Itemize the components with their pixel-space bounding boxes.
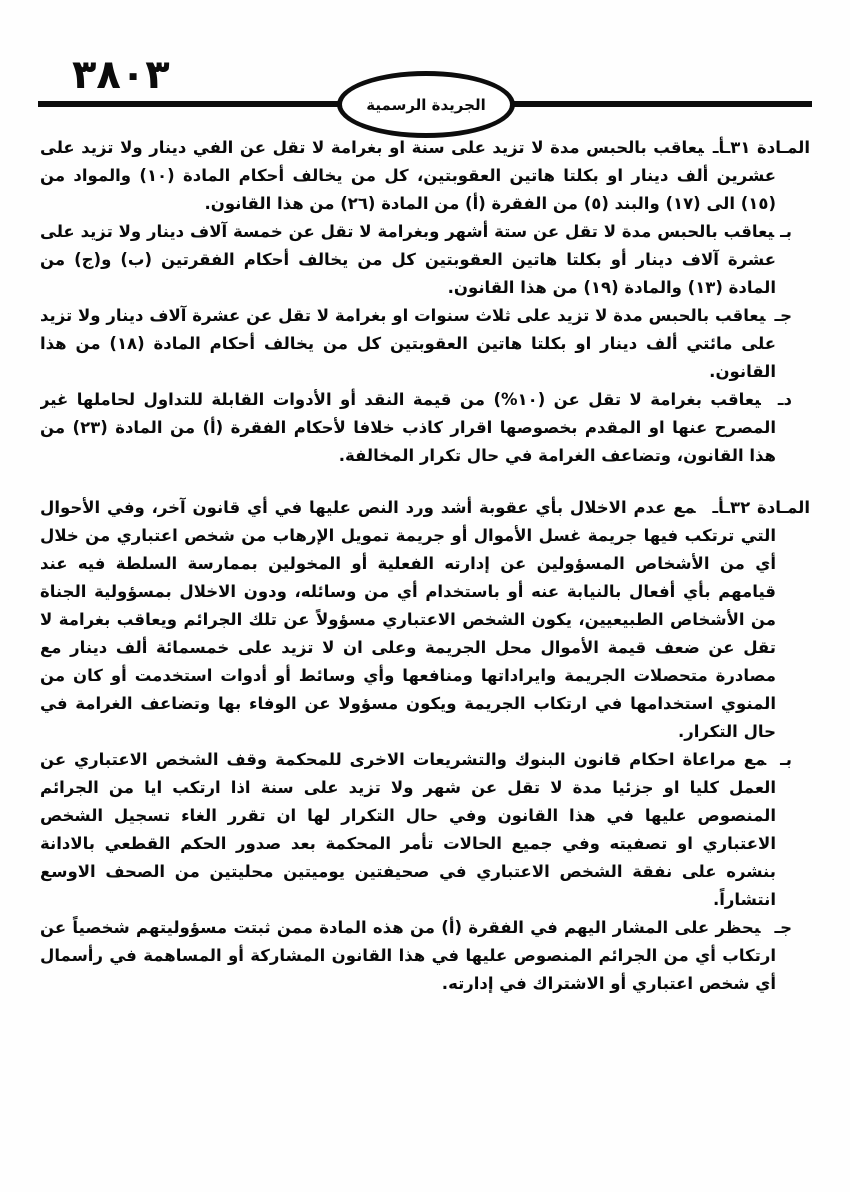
article-31-paragraph-a <box>40 134 810 218</box>
article-31-text-b: يعاقب بالحبس مدة لا تقل عن ستة أشهر وبغرامة لا تقل عن خمسة آلاف دينار ولا تزيد على عشرة آلاف دينار أو بكلتا هاتين العقوبتين كل من يخالف أحكام الفقرتين (ب) و(ج) من المادة (١٣) والمادة (١٩) من هذا القانون. <box>40 222 776 297</box>
article-31-text-c: يعاقب بالحبس مدة لا تزيد على ثلاث سنوات او بغرامة لا تقل عن عشرة آلاف دينار ولا تزيد على مائتي ألف دينار او بكلتا هاتين العقوبتين كل من يخالف أحكام المادة (١٨) من هذا القانون. <box>40 306 776 381</box>
article-31-marker-b: بـ <box>780 222 792 241</box>
gazette-badge-label: الجريدة الرسمية <box>366 95 486 114</box>
article-32-paragraph-a <box>40 494 810 746</box>
article-31-text-a: يعاقب بالحبس مدة لا تزيد على سنة او بغرامة لا تقل عن الفي دينار ولا تزيد على عشرين ألف دينار او بكلتا هاتين العقوبتين، كل من يخالف أحكام المادة (١٠) والمواد من (١٥) الى (١٧) والبند (٥) من الفقرة (أ) من المادة (٢٦) من هذا القانون. <box>40 138 777 213</box>
article-32 <box>40 494 810 998</box>
gazette-badge <box>337 71 515 138</box>
page-number: ٣٨٠٣ <box>72 52 170 98</box>
article-32-marker-b: بـ <box>780 750 792 769</box>
article-32-paragraph-b <box>40 746 792 914</box>
article-32-label: المـادة ٣٢ـ <box>724 498 810 517</box>
page-header <box>0 0 850 140</box>
article-32-text-a: مع عدم الاخلال بأي عقوبة أشد ورد النص عليها في أي قانون آخر، وفي الأحوال التي ترتكب فيها جريمة غسل الأموال أو جريمة تمويل الإرهاب من شخص اعتباري من خلال أي من الأشخاص المسؤولين عن إدارته الفعلية أو المخولين بممارسة السلطة فيه عند قيامهم بأي أفعال بالنيابة عنه أو باستخدام أي من وسائله، ودون الاخلال بمسؤولية الجناة من الأشخاص الطبيعيين، يكون الشخص الاعتباري مسؤولاً عن تلك الجرائم ويعاقب بغرامة لا تقل عن ضعف قيمة الأموال محل الجريمة وعلى ان لا تزيد على خمسمائة ألف دينار مع مصادرة متحصلات الجريمة وايراداتها ومنافعها وأي وسائط أو أدوات استخدمت أو كان من المنوي استخدامها في ارتكاب الجريمة ويكون مسؤولا عن الوفاء بها وتضاعف الغرامة في حال التكرار. <box>40 498 776 741</box>
article-32-marker-a: أـ <box>712 498 725 517</box>
article-32-text-c: يحظر على المشار اليهم في الفقرة (أ) من هذه المادة ممن ثبتت مسؤوليتهم شخصياً عن ارتكاب أي من الجرائم المنصوص عليها في هذا القانون المشاركة أو المساهمة في رأسمال أي شخص اعتباري أو الاشتراك في إدارته. <box>40 918 776 993</box>
article-31-paragraph-d <box>40 386 792 470</box>
article-31-text-d: يعاقب بغرامة لا تقل عن (١٠%) من قيمة النقد أو الأدوات القابلة للتداول لحاملها غير المصرح عنها او المقدم بخصوصها اقرار كاذب خلافا لأحكام الفقرة (أ) من المادة (٢٣) من هذا القانون، وتضاعف الغرامة في حال تكرار المخالفة. <box>40 390 776 465</box>
article-31-marker-c: جـ <box>774 306 792 325</box>
article-31-paragraph-c <box>40 302 792 386</box>
article-31-marker-a: أـ <box>712 138 725 157</box>
article-31 <box>40 134 810 470</box>
article-32-marker-c: جـ <box>774 918 792 937</box>
article-32-paragraph-c <box>40 914 792 998</box>
document-body <box>40 134 810 1192</box>
article-31-marker-d: دـ <box>777 390 792 409</box>
article-32-text-b: مع مراعاة احكام قانون البنوك والتشريعات الاخرى للمحكمة وقف الشخص الاعتباري عن العمل كليا او جزئيا مدة لا تقل عن شهر ولا تزيد على سنة اذا ارتكب ايا من الجرائم المنصوص عليها في هذا القانون وفي حال التكرار لها ان تقرر الغاء تسجيل الشخص الاعتباري او تصفيته وفي جميع الحالات تأمر المحكمة بعد صدور الحكم القطعي بالادانة بنشره على نفقة الشخص الاعتباري في صحيفتين يوميتين محليتين من الصحف الاوسع انتشاراً. <box>40 750 776 909</box>
article-31-paragraph-b <box>40 218 792 302</box>
article-31-label: المـادة ٣١ـ <box>724 138 810 157</box>
